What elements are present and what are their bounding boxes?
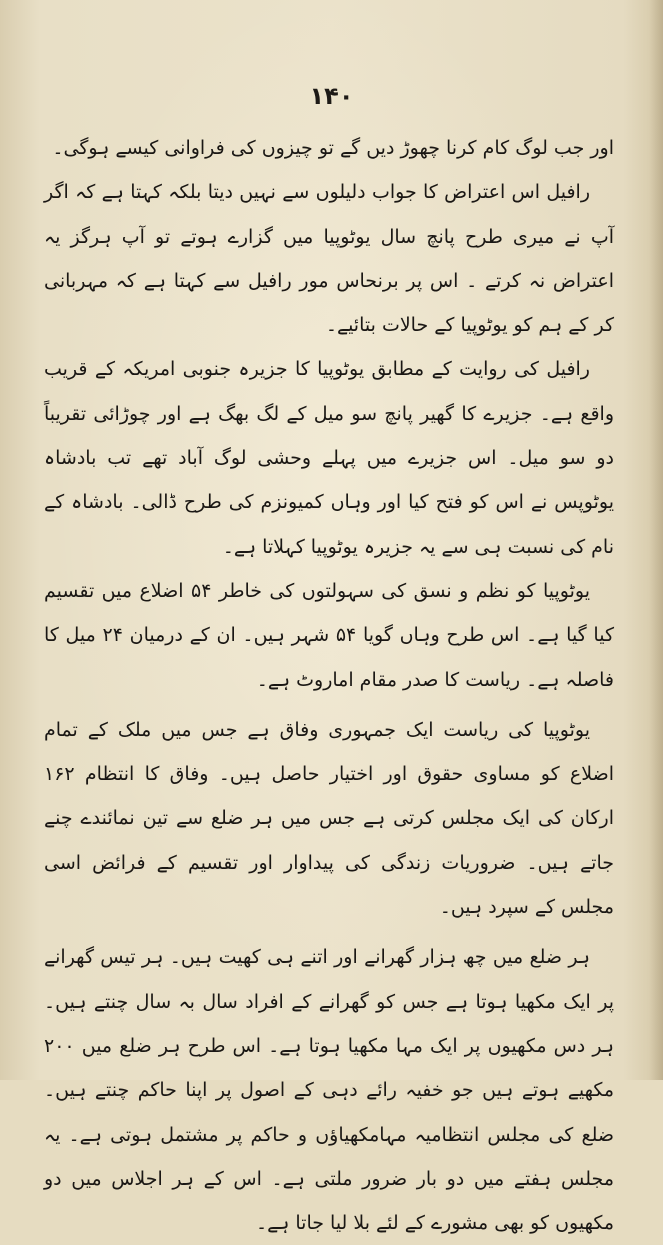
page-edge-shadow (649, 0, 663, 1080)
paragraph-3: رافیل کی روایت کے مطابق یوٹوپیا کا جزیرہ جنوبی امریکہ کے قریب واقع ہے۔ جزیرے کا گھیر پانچ سو میل کے لگ بھگ ہے اور چوڑائی تقریباً دو سو میل۔ اس جزیرے میں پہلے وحشی لوگ آباد تھے تب بادشاہ یوٹوپس نے اس کو فتح کیا اور وہاں کمیونزم کی طرح ڈالی۔ بادشاہ کے نام کی نسبت ہی سے یہ جزیرہ یوٹوپیا کہلاتا ہے۔ (44, 358, 614, 558)
paragraph-5: یوٹوپیا کی ریاست ایک جمہوری وفاق ہے جس میں ملک کے تمام اضلاع کو مساوی حقوق اور اختیار حاصل ہیں۔ وفاق کا انتظام ۱۶۲ ارکان کی ایک مجلس کرتی ہے جس میں ہر ضلع سے تین نمائندے چنے جاتے ہیں۔ ضروریات زندگی کی پیداوار اور تقسیم کے فرائض اسی مجلس کے سپرد ہیں۔ (44, 718, 614, 919)
paragraph-6: ہر ضلع میں چھ ہزار گھرانے اور اتنے ہی کھیت ہیں۔ ہر تیس گھرانے پر ایک مکھیا ہوتا ہے جس کو گھرانے کے افراد سال بہ سال چنتے ہیں۔ ہر دس مکھیوں پر ایک مہا مکھیا ہوتا ہے۔ اس طرح ہر ضلع میں ۲۰۰ مکھیے ہوتے ہیں جو خفیہ رائے دہی کے اصول پر اپنا حاکم چنتے ہیں۔ ضلع کی مجلس انتظامیہ مہامکھیاؤں و حاکم پر مشتمل ہوتی ہے۔ یہ مجلس ہفتے میں دو بار ضرور ملتی ہے۔ اس کے ہر اجلاس میں دو مکھیوں کو بھی مشورے کے لئے بلا لیا جاتا ہے۔ (44, 946, 614, 1235)
paragraph-2: رافیل اس اعتراض کا جواب دلیلوں سے نہیں دیتا بلکہ کہتا ہے کہ اگر آپ نے میری طرح پانچ سال یوٹوپیا میں گزارے ہوتے تو آپ ہرگز یہ اعتراض نہ کرتے ۔ اس پر برنحاس مور رافیل سے کہتا ہے کہ مہربانی کر کے ہم کو یوٹوپیا کے حالات بتائیے۔ (44, 181, 614, 337)
urdu-text-body (44, 126, 614, 1245)
page-number: ۱۴۰ (309, 82, 354, 110)
paragraph-1: اور جب لوگ کام کرنا چھوڑ دیں گے تو چیزوں کی فراوانی کیسے ہوگی۔ (52, 137, 614, 159)
paragraph-4: یوٹوپیا کو نظم و نسق کی سہولتوں کی خاطر ۵۴ اضلاع میں تقسیم کیا گیا ہے۔ اس طرح وہاں گویا ۵۴ شہر ہیں۔ ان کے درمیان ۲۴ میل کا فاصلہ ہے۔ ریاست کا صدر مقام اماروٹ ہے۔ (44, 579, 614, 691)
